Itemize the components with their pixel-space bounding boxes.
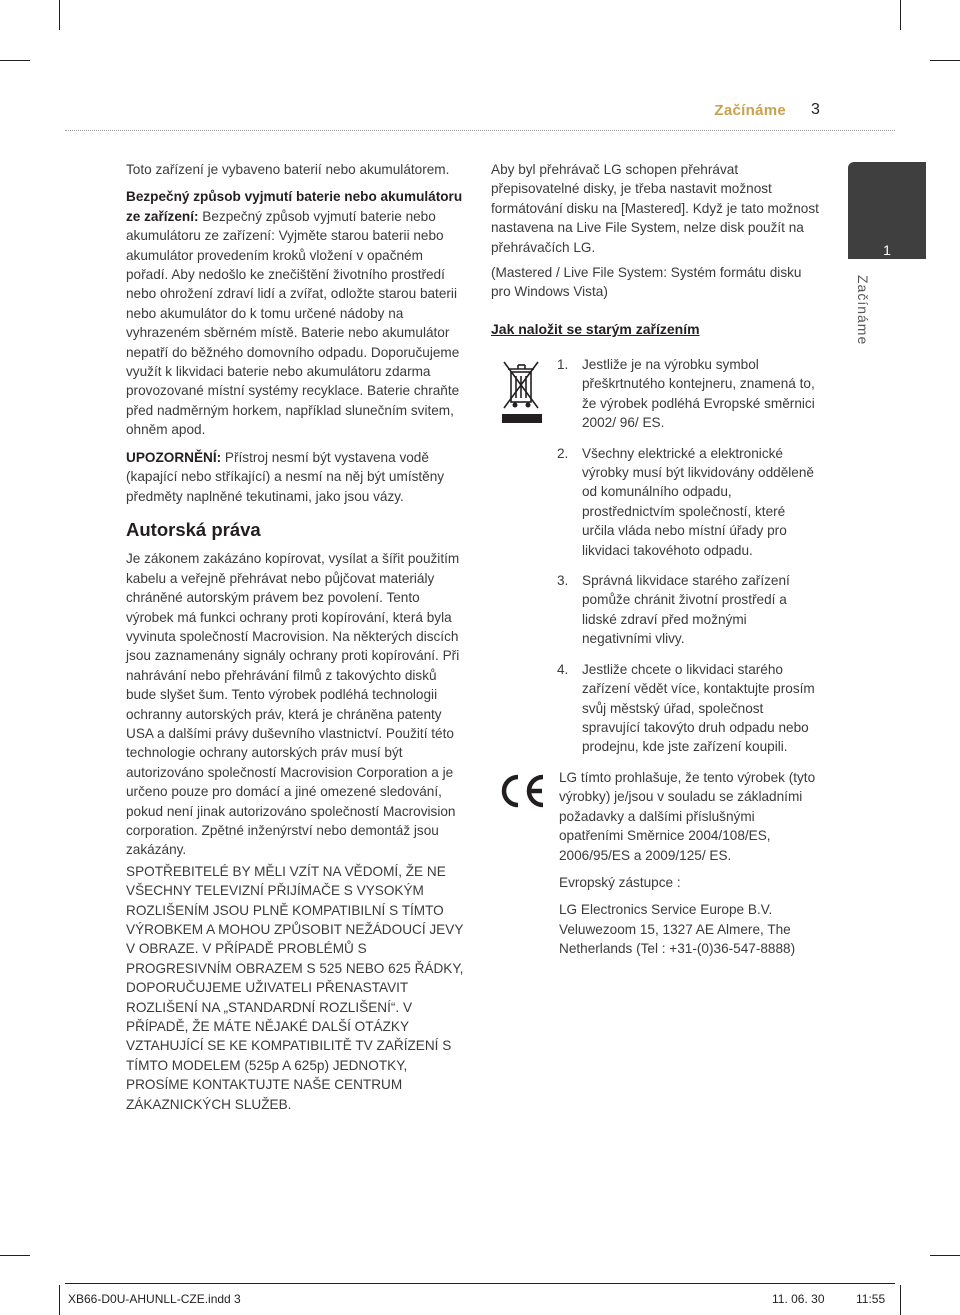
footer-date: 11. 06. 30: [772, 1292, 825, 1306]
list-item-text: Jestliže chcete o likvidaci starého zařízení vědět více, kontaktujte prosím svůj městský úřad, společnost spravující takovýto druh odpadu nebo prodejnu, kde jste zařízení koupili.: [582, 661, 815, 755]
disposal-list: [557, 355, 819, 768]
list-item-number: 3.: [557, 573, 569, 589]
list-item-number: 1.: [557, 357, 569, 372]
crop-mark: [900, 1285, 901, 1315]
list-item: [557, 660, 819, 757]
warning-text: Přístroj nesmí být vystavena vodě (kapající nebo stříkající) a nesmí na něj být umístěny předměty naplněné tekutinami, jako jsou vázy.: [126, 449, 445, 504]
disposal-heading: Jak naložit se starým zařízením: [491, 320, 700, 337]
crop-mark: [59, 0, 60, 30]
crop-mark: [930, 1255, 960, 1256]
ce-mark-icon: [496, 772, 548, 810]
ce-declaration: [559, 768, 821, 967]
list-item: [557, 355, 819, 433]
live-file-system-note: (Mastered / Live File System: Systém formátu disku pro Windows Vista): [491, 265, 802, 300]
list-item: [557, 444, 819, 560]
battery-intro: Toto zařízení je vybaveno baterií nebo akumulátorem.: [126, 162, 450, 177]
footer-time: 11:55: [856, 1292, 886, 1306]
consumers-notice: SPOTŘEBITELÉ BY MĚLI VZÍT NA VĚDOMÍ, ŽE NE VŠECHNY TELEVIZNÍ PŘIJÍMAČE S VYSOKÝM ROZLIŠENÍM JSOU PLNĚ KOMPATIBILNÍ S TÍMTO VÝROBKEM A MOHOU ZPŮSOBIT NEŽÁDOUCÍ JEVY V OBRAZE. V PŘÍPADĚ PROBLÉMŮ S PROGRESIVNÍM OBRAZEM S 525 NEBO 625 ŘÁDKY, DOPORUČUJEME UŽIVATELI PŘENASTAVIT ROZLIŠENÍ NA „STANDARDNÍ ROZLIŠENÍ“. V PŘÍPADĚ, ŽE MÁTE NĚJAKÉ DALŠÍ OTÁZKY VZTAHUJÍCÍ SE KE KOMPATIBILITĚ TV ZAŘÍZENÍ S TÍMTO MODELEM (525p A 625p) JEDNOTKY, PROSÍME KONTAKTUJTE NAŠE CENTRUM ZÁKAZNICKÝCH SLUŽEB.: [126, 863, 464, 1112]
representative-label: Evropský zástupce :: [559, 875, 681, 891]
chapter-number: 1: [883, 242, 891, 258]
crop-mark: [0, 60, 30, 61]
list-item-text: Všechny elektrické a elektronické výrobky musí být likvidovány odděleně od komunálního odpadu, prostřednictvím společností, které určila vláda nebo místní úřady pro likvidaci takovéhoto odpadu.: [582, 445, 814, 558]
list-item-text: Jestliže je na výrobku symbol přeškrtnutého kontejneru, znamená to, že výrobek podléhá Evropské směrnici 2002/ 96/ ES.: [582, 357, 815, 431]
chapter-label: Začínáme: [855, 275, 871, 346]
footer-file: XB66-D0U-AHUNLL-CZE.indd 3: [68, 1292, 241, 1306]
battery-bold-label: Bezpečný způsob vyjmutí baterie nebo akumulátoru ze zařízení:: [126, 189, 463, 224]
list-item-text: Správná likvidace starého zařízení pomůže chránit životní prostředí a lidské zdraví před možnými negativními vlivy.: [582, 573, 790, 647]
list-item-number: 2.: [557, 445, 569, 461]
list-item-number: 4.: [557, 661, 569, 677]
left-column: [126, 160, 466, 1116]
header-divider: [65, 130, 895, 131]
warning-paragraph: [126, 448, 466, 506]
battery-paragraph: [126, 187, 466, 439]
representative-address: LG Electronics Service Europe B.V. Veluwezoom 15, 1327 AE Almere, The Netherlands (Tel : +31-(0)36-547-8888): [559, 902, 796, 957]
chapter-tab: [848, 162, 926, 259]
list-item: [557, 571, 819, 649]
copyright-heading: Autorská práva: [126, 518, 261, 540]
page-number: 3: [811, 101, 820, 118]
battery-text: Bezpečný způsob vyjmutí baterie nebo akumulátoru ze zařízení: Vyjměte starou baterii nebo akumulátor provedením kroků vložení v opačném pořadí. Aby nedošlo ke znečištění životního prostředí nebo ohrožení zdraví lidí a zvířat, odložte starou baterii nebo akumulátor do k tomu určené nádoby na vyhrazeném sběrném místě. Baterie nebo akumulátor nepatří do běžného domovního odpadu. Doporučujeme využít k likvidaci baterie nebo akumulátoru zdarma provozované místní systémy recyklace. Baterie chraňte před nadměrným horkem, například slunečním svitem, ohněm apod.: [126, 208, 460, 438]
copyright-text: Je zákonem zakázáno kopírovat, vysílat a šířit použitím kabelu a veřejně přehrávat nebo půjčovat materiály chráněné autorským právem bez povolení. Tento výrobek má funkci ochrany proti kopírování, která byla vyvinuta společností Macrovision. Na některých discích jsou zaznamenány signály ochrany proti kopírování. Při nahrávání nebo přehrávání filmů z takovýchto disků bude slyšet šum. Tento výrobek podléhá technologii ochranny autorských práv, která je chráněna patenty USA a dalšími právy duševního vlastnictví. Použití této technologie ochrany autorských práv musí být autorizováno společností Macrovision Corporation a je určeno pouze pro domácí a jiné omezené sledování, pokud není jinak autorizováno společností Macrovision corporation. Zpětné inženýrství nebo demontáž jsou zakázány.: [126, 551, 460, 858]
footer-divider: [65, 1283, 895, 1284]
crop-mark: [59, 1285, 60, 1315]
warning-label: UPOZORNĚNÍ:: [126, 449, 222, 465]
mastered-paragraph: Aby byl přehrávač LG schopen přehrávat přepisovatelné disky, je třeba nastavit možnost formátování disku na [Mastered]. Když je tato možnost nastavena na Live File System, nelze disk použít na přehrávačích LG.: [491, 162, 819, 255]
crop-mark: [900, 0, 901, 30]
crossed-out-wheelie-bin-icon: [500, 358, 544, 424]
ce-text: LG tímto prohlašuje, že tento výrobek (tyto výrobky) je/jsou v souladu se základními požadavky a dalšími příslušnými opatřeními Směrnice 2004/108/ES, 2006/95/ES a 2009/125/ ES.: [559, 770, 816, 863]
crop-mark: [0, 1255, 30, 1256]
crop-mark: [930, 60, 960, 61]
right-column: [491, 160, 821, 361]
section-title: Začínáme: [714, 102, 786, 119]
